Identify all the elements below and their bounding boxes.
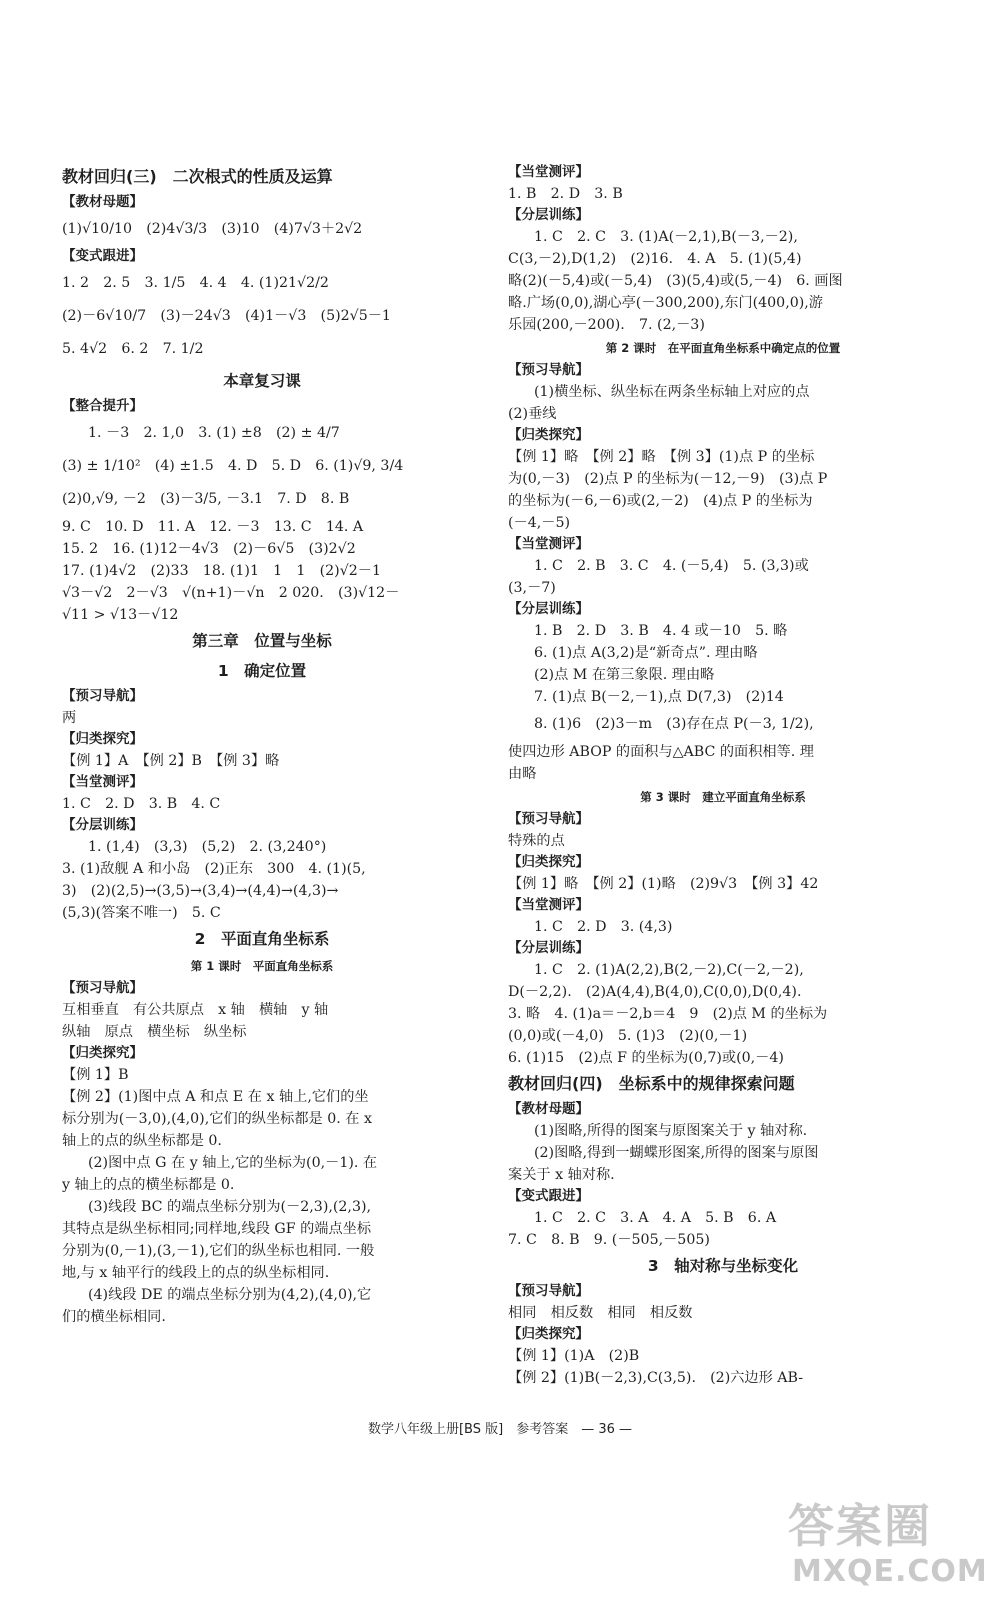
answer-line: (2)图中点 G 在 y 轴上,它的坐标为(0,－1). 在 [88,1155,378,1171]
section-heading: 2 平面直角坐标系 [194,930,330,948]
section-tag: 【分层训练】 [508,207,589,223]
section-tag: 【分层训练】 [508,601,589,617]
answer-line: 1. C 2. (1)A(2,2),B(2,－2),C(－2,－2), [534,962,804,978]
answer-line: 其特点是纵坐标相同;同样地,线段 GF 的端点坐标 [62,1221,372,1237]
answer-line: 3. 略 4. (1)a＝－2,b＝4 9 (2)点 M 的坐标为 [508,1006,828,1022]
answer-line: 7. C 8. B 9. (－505,－505) [508,1232,710,1248]
section-title: 教材回归(三) 二次根式的性质及运算 [62,167,333,186]
page-footer: 数学八年级上册[BS 版] 参考答案 — 36 — [367,1422,633,1437]
answer-line: 【例 2】(1)B(－2,3),C(3,5). (2)六边形 AB- [508,1370,804,1386]
answer-line: 由略 [508,766,537,782]
answer-line: (3)线段 BC 的端点坐标分别为(－2,3),(2,3), [88,1199,372,1215]
answer-line: (1)√10/10 (2)4√3/3 (3)10 (4)7√3＋2√2 [62,221,363,237]
answer-line: 【例 1】略 【例 2】略 【例 3】(1)点 P 的坐标 [508,449,815,465]
answer-line: √3－√2 2－√3 √(n+1)－√n 2 020. (3)√12－ [62,585,400,601]
section-tag: 【预习导航】 [508,811,589,827]
answer-line: C(3,－2),D(1,2) (2)16. 4. A 5. (1)(5,4) [508,251,802,267]
answer-line: 1. C 2. D 3. (4,3) [534,919,673,935]
answer-line: (0,0)或(－4,0) 5. (1)3 (2)(0,－1) [508,1028,748,1044]
lesson-heading: 第 2 课时 在平面直角坐标系中确定点的位置 [605,341,841,355]
section-tag: 【预习导航】 [62,688,143,704]
section-tag: 【归类探究】 [62,731,143,747]
section-tag: 【预习导航】 [508,362,589,378]
section-tag: 【当堂测评】 [508,897,589,913]
section-heading: 3 轴对称与坐标变化 [647,1257,799,1275]
answer-line: 两 [62,710,77,726]
answer-line: 地,与 x 轴平行的线段上的点的纵坐标相同. [62,1265,330,1281]
answer-line: (4)线段 DE 的端点坐标分别为(4,2),(4,0),它 [88,1287,372,1303]
answer-line: 的坐标为(－6,－6)或(2,－2) (4)点 P 的坐标为 [508,493,813,509]
answer-line: 1. C 2. B 3. C 4. (－5,4) 5. (3,3)或 [534,558,809,574]
answer-line: (5,3)(答案不唯一) 5. C [62,905,221,921]
answer-line: 们的横坐标相同. [62,1309,166,1325]
answer-line: 5. 4√2 6. 2 7. 1/2 [62,341,204,357]
answer-line: 略(2)(－5,4)或(－5,4) (3)(5,4)或(5,－4) 6. 画图 [508,273,843,289]
right-column [508,162,938,1389]
answer-line: 1. C 2. C 3. A 4. A 5. B 6. A [534,1210,777,1226]
section-heading: 1 确定位置 [217,662,307,680]
left-column [62,162,462,1328]
section-tag: 【归类探究】 [508,1326,589,1342]
lesson-heading: 第 1 课时 平面直角坐标系 [190,959,334,973]
answer-line: 3. (1)敌舰 A 和小岛 (2)正东 300 4. (1)(5, [62,861,366,877]
answer-line: 9. C 10. D 11. A 12. －3 13. C 14. A [62,519,364,535]
lesson-heading: 第 3 课时 建立平面直角坐标系 [640,790,806,804]
answer-line: (－4,－5) [508,515,571,531]
answer-line: 1. B 2. D 3. B 4. 4 或－10 5. 略 [534,623,788,639]
answer-line: 15. 2 16. (1)12－4√3 (2)－6√5 (3)2√2 [62,541,356,557]
answer-line: 轴上的点的纵坐标都是 0. [62,1133,222,1149]
section-heading: 本章复习课 [223,372,301,390]
answer-line: 使四边形 ABOP 的面积与△ABC 的面积相等. 理 [508,744,814,760]
answer-line: (1)图略,所得的图案与原图案关于 y 轴对称. [534,1123,808,1139]
section-tag: 【归类探究】 [62,1045,143,1061]
answer-line: 互相垂直 有公共原点 x 轴 横轴 y 轴 [62,1002,329,1018]
answer-line: 6. (1)点 A(3,2)是“新奇点”. 理由略 [534,645,758,661]
answer-line: (2)－6√10/7 (3)－24√3 (4)1－√3 (5)2√5－1 [62,308,391,324]
answer-line: 【例 1】(1)A (2)B [508,1348,640,1364]
watermark-title: 答案圈 [788,1499,932,1553]
answer-line: (2)图略,得到一蝴蝶形图案,所得的图案与原图 [534,1145,819,1161]
answer-line: 17. (1)4√2 (2)33 18. (1)1 1 1 (2)√2－1 [62,563,381,579]
answer-line: 【例 1】B [62,1067,129,1083]
section-tag: 【变式跟进】 [508,1188,589,1204]
watermark-logo [788,1490,988,1595]
answer-line: 【例 1】略 【例 2】(1)略 (2)9√3 【例 3】42 [508,876,819,892]
answer-line: 8. (1)6 (2)3－m (3)存在点 P(－3, 1/2), [534,716,814,732]
answer-line: 特殊的点 [508,833,565,849]
section-tag: 【当堂测评】 [508,164,589,180]
answer-line: 相同 相反数 相同 相反数 [508,1305,693,1321]
answer-line: 1. 2 2. 5 3. 1/5 4. 4 4. (1)21√2/2 [62,275,329,291]
section-tag: 【教材母题】 [62,194,143,210]
answer-line: 标分别为(－3,0),(4,0),它们的纵坐标都是 0. 在 x [62,1111,372,1127]
answer-line: 【例 1】A 【例 2】B 【例 3】略 [62,753,280,769]
answer-line: y 轴上的点的横坐标都是 0. [62,1177,235,1193]
section-tag: 【预习导航】 [62,980,143,996]
section-tag: 【变式跟进】 [62,248,143,264]
watermark-url: MXQE.COM [792,1554,988,1589]
answer-line: 乐园(200,－200). 7. (2,－3) [508,317,705,333]
section-tag: 【分层训练】 [508,940,589,956]
answer-line: (1)横坐标、纵坐标在两条坐标轴上对应的点 [534,384,810,400]
answer-line: 6. (1)15 (2)点 F 的坐标为(0,7)或(0,－4) [508,1050,784,1066]
section-tag: 【归类探究】 [508,854,589,870]
section-tag: 【当堂测评】 [508,536,589,552]
answer-line: (3) ± 1/10² (4) ±1.5 4. D 5. D 6. (1)√9, 3/4 [62,458,404,474]
answer-line: √11 > √13－√12 [62,607,179,623]
answer-line: 1. －3 2. 1,0 3. (1) ±8 (2) ± 4/7 [88,425,340,441]
section-tag: 【分层训练】 [62,817,143,833]
answer-line: 案关于 x 轴对称. [508,1167,615,1183]
answer-line: (2)垂线 [508,406,557,422]
answer-line: (2)点 M 在第三象限. 理由略 [534,667,715,683]
section-tag: 【归类探究】 [508,427,589,443]
section-heading: 第三章 位置与坐标 [192,632,332,650]
answer-line: 1. (1,4) (3,3) (5,2) 2. (3,240°) [88,839,327,855]
section-tag: 【教材母题】 [508,1101,589,1117]
section-title: 教材回归(四) 坐标系中的规律探索问题 [508,1074,795,1093]
section-tag: 【当堂测评】 [62,774,143,790]
answer-line: 1. C 2. D 3. B 4. C [62,796,221,812]
answer-line: 7. (1)点 B(－2,－1),点 D(7,3) (2)14 [534,689,784,705]
answer-line: 1. B 2. D 3. B [508,186,623,202]
answer-line: (2)0,√9, －2 (3)－3/5, －3.1 7. D 8. B [62,491,350,507]
answer-line: (3,－7) [508,580,556,596]
section-tag: 【预习导航】 [508,1283,589,1299]
answer-line: 1. C 2. C 3. (1)A(－2,1),B(－3,－2), [534,229,798,245]
answer-line: 纵轴 原点 横坐标 纵坐标 [62,1024,247,1040]
section-tag: 【整合提升】 [62,398,143,414]
answer-line: 3) (2)(2,5)→(3,5)→(3,4)→(4,4)→(4,3)→ [62,883,339,899]
answer-line: 略.广场(0,0),湖心亭(－300,200),东门(400,0),游 [508,295,823,311]
answer-line: D(－2,2). (2)A(4,4),B(4,0),C(0,0),D(0,4). [508,984,802,1000]
answer-line: 分别为(0,－1),(3,－1),它们的纵坐标也相同. 一般 [62,1243,375,1259]
answer-line: 为(0,－3) (2)点 P 的坐标为(－12,－9) (3)点 P [508,471,828,487]
answer-line: 【例 2】(1)图中点 A 和点 E 在 x 轴上,它们的坐 [62,1089,369,1105]
